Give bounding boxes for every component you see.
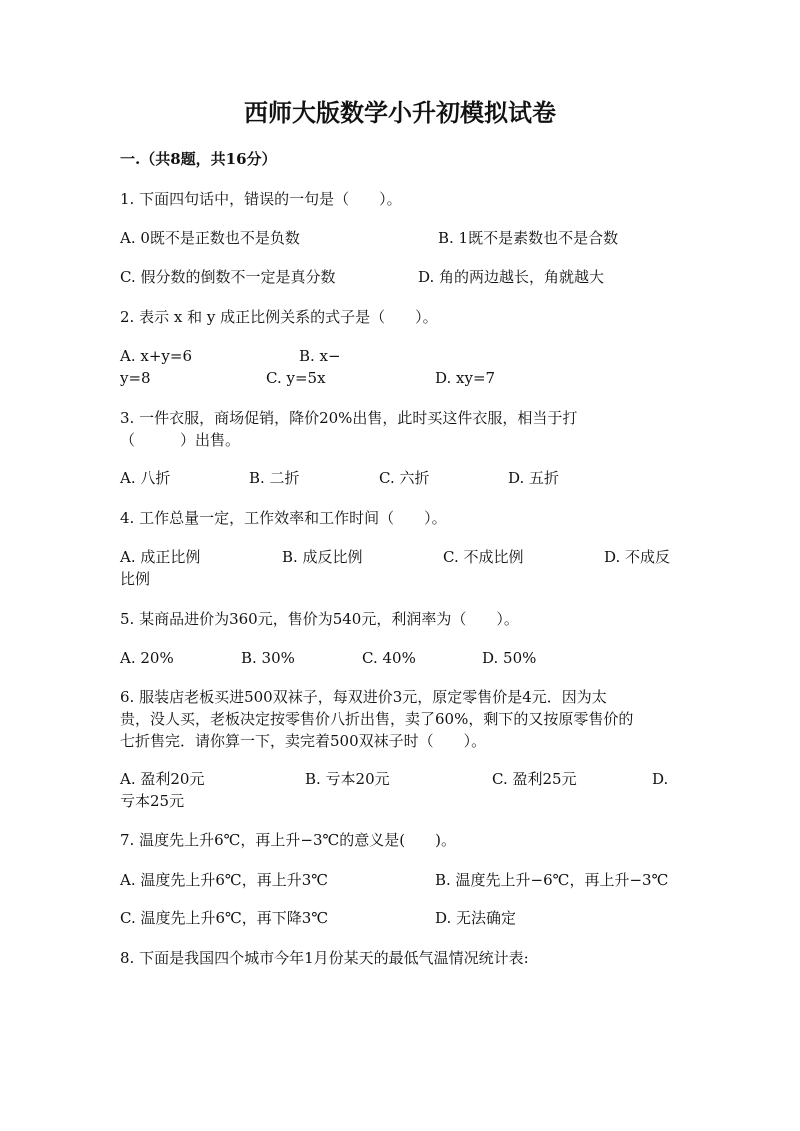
question-3-stem-line2: （ ）出售。: [120, 431, 241, 449]
page-title: 西师大版数学小升初模拟试卷: [244, 98, 556, 127]
question-2-option-c: C. y=5x: [266, 369, 326, 387]
question-6-option-d: D.: [652, 770, 669, 788]
question-5-stem: 5. 某商品进价为360元，售价为540元，利润率为（ ）。: [120, 610, 519, 628]
question-2-option-b: B. x−: [299, 347, 341, 365]
question-4-option-d-continued: 比例: [120, 570, 151, 588]
question-4-option-d: D. 不成反: [604, 548, 671, 566]
question-2-stem: 2. 表示 x 和 y 成正比例关系的式子是（ ）。: [120, 308, 438, 326]
question-7-option-d: D. 无法确定: [435, 909, 517, 927]
question-4-stem: 4. 工作总量一定，工作效率和工作时间（ ）。: [120, 509, 447, 527]
question-5-option-a: A. 20%: [120, 649, 174, 667]
question-1-option-c: C. 假分数的倒数不一定是真分数: [120, 268, 336, 286]
question-3-stem-line1: 3. 一件衣服，商场促销，降价20%出售，此时买这件衣服，相当于打: [120, 409, 578, 427]
question-1-option-a: A. 0既不是正数也不是负数: [120, 229, 300, 247]
question-6-option-b: B. 亏本20元: [305, 770, 390, 788]
question-3-option-b: B. 二折: [249, 469, 300, 487]
section-heading: 一.（共8题，共16分）: [120, 150, 277, 168]
question-3-option-c: C. 六折: [379, 469, 430, 487]
question-6-stem-line3: 七折售完．请你算一下，卖完着500双袜子时（ ）。: [120, 732, 487, 750]
question-1-option-b: B. 1既不是素数也不是合数: [438, 229, 619, 247]
question-3-option-d: D. 五折: [508, 469, 560, 487]
question-6-stem-line2: 贵，没人买，老板决定按零售价八折出售，卖了60%，剩下的又按原零售价的: [120, 710, 634, 728]
question-2-option-d: D. xy=7: [435, 369, 496, 387]
question-2-option-b-continued: y=8: [120, 369, 151, 387]
question-5-option-d: D. 50%: [482, 649, 537, 667]
question-4-option-a: A. 成正比例: [120, 548, 201, 566]
question-7-option-c: C. 温度先上升6℃，再下降3℃: [120, 909, 329, 927]
question-4-option-c: C. 不成比例: [443, 548, 524, 566]
question-7-stem: 7. 温度先上升6℃，再上升−3℃的意义是( )。: [120, 831, 457, 849]
question-1-option-d: D. 角的两边越长，角就越大: [418, 268, 605, 286]
question-6-stem-line1: 6. 服装店老板买进500双袜子，每双进价3元，原定零售价是4元．因为太: [120, 688, 607, 706]
question-6-option-a: A. 盈利20元: [120, 770, 205, 788]
question-4-option-b: B. 成反比例: [282, 548, 363, 566]
question-6-option-c: C. 盈利25元: [492, 770, 577, 788]
question-7-option-a: A. 温度先上升6℃，再上升3℃: [120, 871, 329, 889]
question-8-stem: 8. 下面是我国四个城市今年1月份某天的最低气温情况统计表:: [120, 949, 529, 967]
question-6-option-d-continued: 亏本25元: [120, 792, 185, 810]
question-7-option-b: B. 温度先上升−6℃，再上升−3℃: [435, 871, 669, 889]
question-5-option-c: C. 40%: [362, 649, 416, 667]
question-1-stem: 1. 下面四句话中，错误的一句是（ ）。: [120, 190, 402, 208]
question-5-option-b: B. 30%: [241, 649, 295, 667]
question-3-option-a: A. 八折: [120, 469, 171, 487]
question-2-option-a: A. x+y=6: [120, 347, 192, 365]
